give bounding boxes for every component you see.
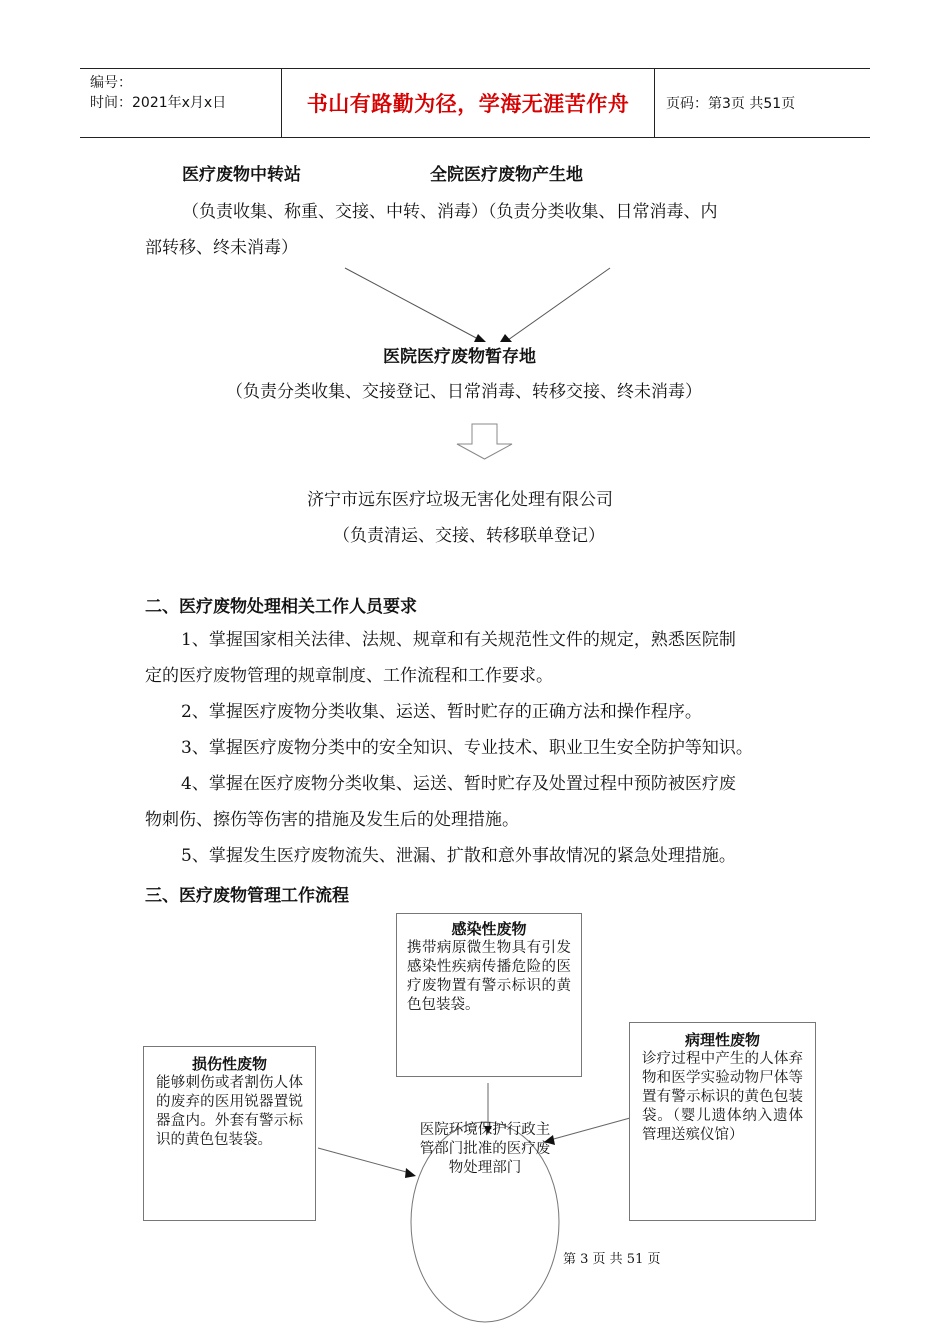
connector-right [550, 1118, 630, 1140]
infectious-title: 感染性废物 [451, 920, 527, 938]
section2-body [145, 622, 825, 874]
node-storage: 医院医疗废物暂存地 [383, 347, 536, 367]
list-item: 1、掌握国家相关法律、法规、规章和有关规范性文件的规定，熟悉医院制 [181, 630, 736, 650]
section2-heading: 二、医疗废物处理相关工作人员要求 [145, 597, 417, 617]
list-item: 4、掌握在医疗废物分类收集、运送、暂时贮存及处置过程中预防被医疗废 [181, 774, 736, 794]
list-item: 5、掌握发生医疗废物流失、泄漏、扩散和意外事故情况的紧急处理措施。 [181, 846, 736, 866]
infectious-body: 携带病原微生物具有引发感染性疾病传播危险的医疗废物置有警示标识的黄色包装袋。 [407, 940, 571, 1013]
pathology-title: 病理性废物 [684, 1031, 760, 1049]
company-desc: （负责清运、交接、转移联单登记） [333, 526, 605, 546]
arrow-line-left [345, 268, 480, 340]
connector-left [318, 1148, 410, 1173]
center-department-text: 医院环境保护行政主管部门批准的医疗废物处理部门 [419, 1122, 551, 1176]
down-arrow-icon [457, 424, 512, 459]
injury-waste-box [143, 1046, 316, 1221]
storage-desc: （负责分类收集、交接登记、日常消毒、转移交接、终未消毒） [226, 382, 702, 402]
node-company: 济宁市远东医疗垃圾无害化处理有限公司 [307, 490, 613, 510]
injury-body: 能够刺伤或者割伤人体的废弃的医用锐器置锐器盒内。外套有警示标识的黄色包装袋。 [156, 1075, 303, 1148]
injury-title: 损伤性废物 [191, 1055, 267, 1073]
flow1-desc-line1: （负责收集、称重、交接、中转、消毒）（负责分类收集、日常消毒、内 [182, 202, 718, 222]
pathology-waste-box [629, 1022, 816, 1221]
time-label: 时间：2021年x月x日 [90, 95, 227, 111]
list-item-continuation: 物刺伤、擦伤等伤害的措施及发生后的处理措施。 [145, 810, 519, 830]
page-footer: 第 3 页 共 51 页 [563, 1252, 661, 1267]
list-item-continuation: 定的医疗废物管理的规章制度、工作流程和工作要求。 [145, 666, 553, 686]
infectious-waste-box [396, 913, 582, 1077]
arrow-line-right [508, 268, 610, 340]
node-transfer-station: 医疗废物中转站 [182, 165, 301, 185]
header-page-info: 页码：第3页 共51页 [666, 96, 796, 112]
section3-heading: 三、医疗废物管理工作流程 [145, 886, 349, 906]
node-source: 全院医疗废物产生地 [430, 165, 583, 185]
code-label: 编号： [90, 75, 132, 91]
pathology-body: 诊疗过程中产生的人体弃物和医学实验动物尸体等置有警示标识的黄色包装袋。（婴儿遗体纳入遗体管理送殡仪馆） [642, 1051, 803, 1143]
flow1-desc-line2: 部转移、终未消毒） [145, 238, 298, 258]
list-item: 3、掌握医疗废物分类中的安全知识、专业技术、职业卫生安全防护等知识。 [181, 738, 753, 758]
header-motto: 书山有路勤为径，学海无涯苦作舟 [306, 92, 630, 116]
list-item: 2、掌握医疗废物分类收集、运送、暂时贮存的正确方法和操作程序。 [181, 702, 702, 722]
